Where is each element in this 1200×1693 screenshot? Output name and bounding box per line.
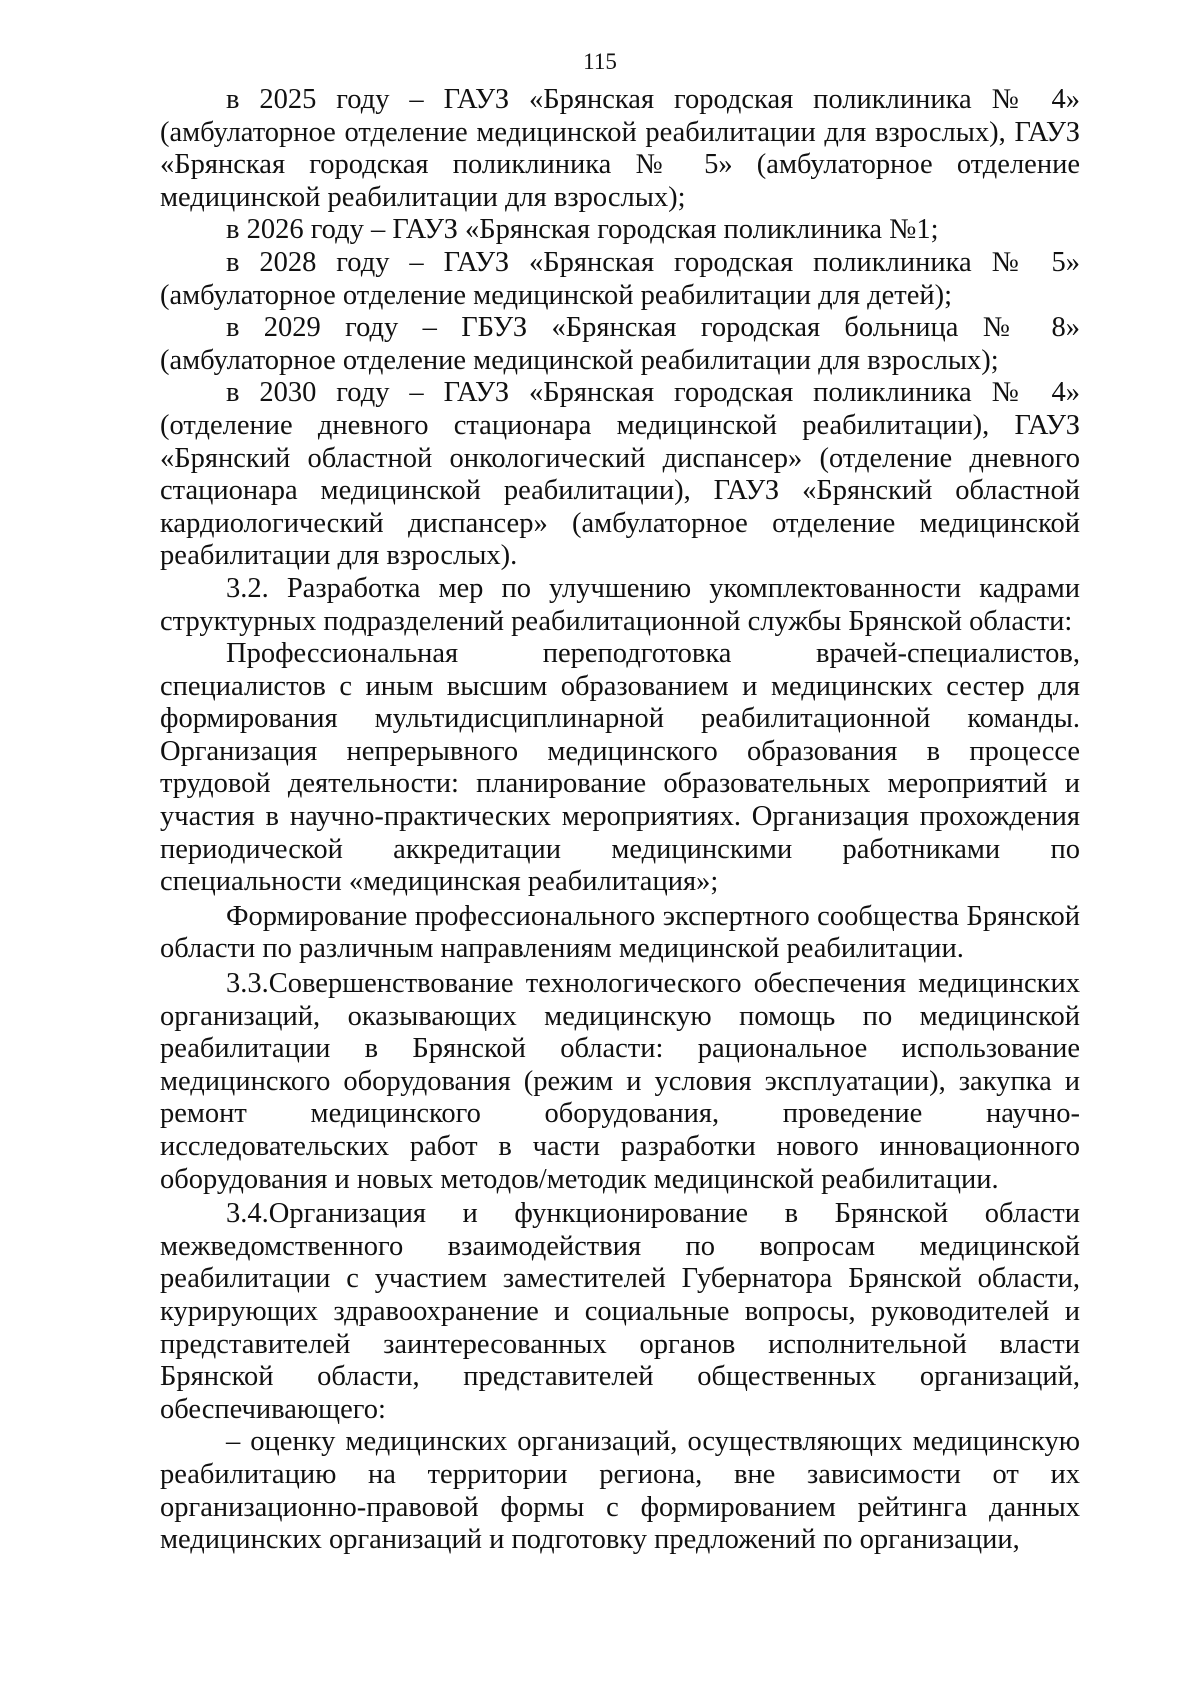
paragraph-2029: в 2029 году – ГБУЗ «Брянская городская больница № 8» (амбулаторное отделение медицинской реабилитации для взрослых);	[160, 312, 1080, 376]
paragraph-professional-retraining: Профессиональная переподготовка врачей-специалистов, специалистов с иным высшим образованием и медицинских сестер для формирования мультидисциплинарной реабилитационной команды. Организация непрерывного медицинского образования в процессе трудовой деятельности: планирование образовательных мероприятий и участия в научно-практических мероприятиях. Организация прохождения периодической аккредитации медицинскими работниками по специальности «медицинская реабилитация»;	[160, 638, 1080, 898]
paragraph-section-3-2: 3.2. Разработка мер по улучшению укомплектованности кадрами структурных подразделений реабилитационной службы Брянской области:	[160, 572, 1080, 637]
paragraph-expert-community: Формирование профессионального экспертного сообщества Брянской области по различным направлениям медицинской реабилитации.	[160, 900, 1080, 965]
page-number: 115	[583, 49, 617, 74]
paragraph-2030: в 2030 году – ГАУЗ «Брянская городская поликлиника № 4» (отделение дневного стационара медицинской реабилитации), ГАУЗ «Брянский областной онкологический диспансер» (отделение дневного стационара медицинской реабилитации), ГАУЗ «Брянский областной кардиологический диспансер» (амбулаторное отделение медицинской реабилитации для взрослых).	[160, 377, 1080, 572]
paragraph-2028: в 2028 году – ГАУЗ «Брянская городская поликлиника № 5» (амбулаторное отделение медицинской реабилитации для детей);	[160, 246, 1080, 311]
paragraph-section-3-3: 3.3.Совершенствование технологического обеспечения медицинских организаций, оказывающих медицинскую помощь по медицинской реабилитации в Брянской области: рациональное использование медицинского оборудования (режим и условия эксплуатации), закупка и ремонт медицинского оборудования, проведение научно-исследовательских работ в части разработки нового инновационного оборудования и новых методов/методик медицинской реабилитации.	[160, 968, 1080, 1195]
paragraph-2026: в 2026 году – ГАУЗ «Брянская городская поликлиника №1;	[226, 214, 939, 246]
paragraph-section-3-4: 3.4.Организация и функционирование в Брянской области межведомственного взаимодействия по вопросам медицинской реабилитации с участием заместителей Губернатора Брянской области, курирующих здравоохранение и социальные вопросы, руководителей и представителей заинтересованных органов исполнительной власти Брянской области, представителей общественных организаций, обеспечивающего:	[160, 1198, 1080, 1425]
paragraph-2025: в 2025 году – ГАУЗ «Брянская городская поликлиника № 4» (амбулаторное отделение медицинской реабилитации для взрослых), ГАУЗ «Брянская городская поликлиника № 5» (амбулаторное отделение медицинской реабилитации для взрослых);	[160, 84, 1080, 213]
list-item-assessment: – оценку медицинских организаций, осуществляющих медицинскую реабилитацию на территории региона, вне зависимости от их организационно-правовой формы с формированием рейтинга данных медицинских организаций и подготовку предложений по организации,	[160, 1426, 1080, 1556]
document-body	[160, 84, 1080, 1557]
